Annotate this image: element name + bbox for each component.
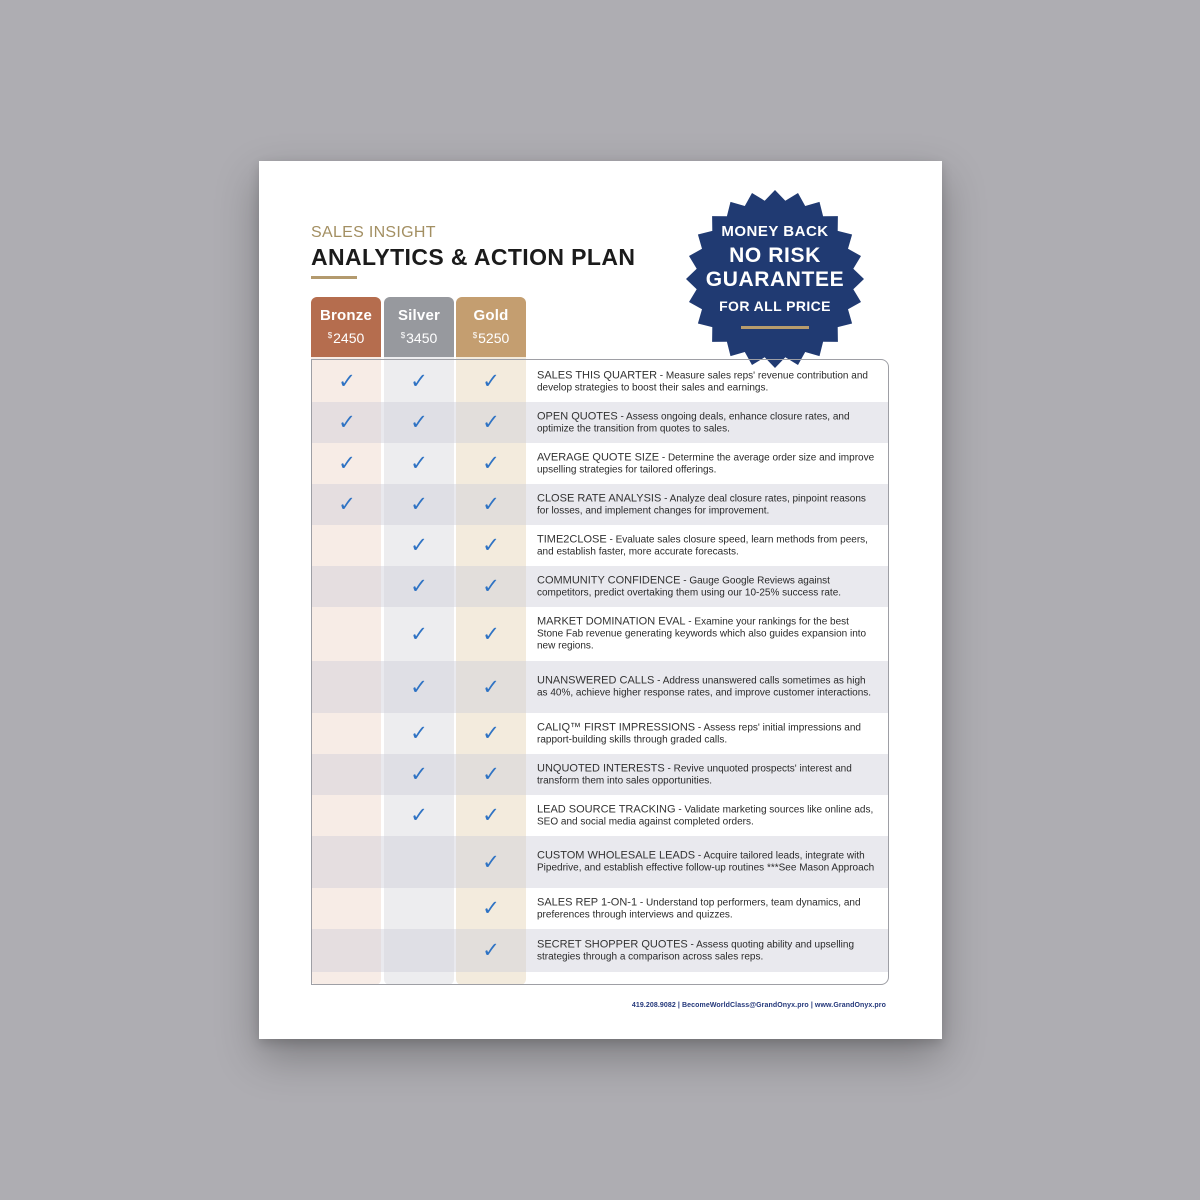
feature-title: CLOSE RATE ANALYSIS xyxy=(537,492,662,504)
gold-cell xyxy=(456,836,526,888)
gold-cell xyxy=(456,713,526,754)
feature-text: Revive unquoted prospects' interest and transform them into sales opportunities. xyxy=(537,763,852,786)
bronze-cell xyxy=(312,795,382,836)
feature-description: COMMUNITY CONFIDENCE - Gauge Google Reviews against competitors, predict overtaking them using our 10-25% success rate. xyxy=(537,574,842,598)
silver-cell xyxy=(384,795,454,836)
table-row xyxy=(312,402,888,443)
checkmark-icon: ✓ xyxy=(482,621,500,646)
table-row xyxy=(312,754,888,795)
feature-description: SECRET SHOPPER QUOTES - Assess quoting ability and upselling strategies through a comparison across sales reps. xyxy=(537,938,855,962)
silver-cell xyxy=(384,443,454,484)
tier-price: $5250 xyxy=(472,330,510,346)
feature-text: Assess ongoing deals, enhance closure rates, and optimize the transition from quotes to sales. xyxy=(537,411,850,434)
silver-cell xyxy=(384,888,454,929)
table-row xyxy=(312,525,888,566)
tier-name: Silver xyxy=(397,307,441,324)
silver-cell xyxy=(384,929,454,972)
feature-title: COMMUNITY CONFIDENCE xyxy=(537,574,681,586)
tier-price: $3450 xyxy=(400,330,438,346)
feature-text: Examine your rankings for the best Stone Fab revenue generating keywords which also guides expansion into new regions. xyxy=(537,616,867,652)
feature-title: AVERAGE QUOTE SIZE xyxy=(537,451,660,463)
checkmark-icon: ✓ xyxy=(410,451,428,475)
seal-underline xyxy=(741,326,809,329)
feature-title: CUSTOM WHOLESALE LEADS xyxy=(537,849,696,862)
silver-cell xyxy=(384,566,454,607)
tier-name: Gold xyxy=(473,307,509,324)
seal-line-money-back: MONEY BACK xyxy=(721,223,829,240)
silver-cell xyxy=(384,754,454,795)
tier-header-silver xyxy=(384,297,454,357)
feature-text: Analyze deal closure rates, pinpoint reasons for losses, and implement changes for improvement. xyxy=(537,493,866,516)
gold-cell xyxy=(456,525,526,566)
tier-header-bronze xyxy=(311,297,381,357)
bronze-cell xyxy=(312,888,382,929)
checkmark-icon: ✓ xyxy=(410,803,428,827)
checkmark-icon: ✓ xyxy=(482,721,500,745)
feature-text: Measure sales reps' revenue contribution and develop strategies to boost their sales and earnings. xyxy=(537,370,868,393)
gold-cell xyxy=(456,795,526,836)
table-row xyxy=(312,836,888,888)
table-row xyxy=(312,661,888,713)
feature-text: Understand top performers, team dynamics, and preferences through interviews and quizzes. xyxy=(537,897,861,920)
silver-cell xyxy=(384,607,454,661)
feature-text: Assess quoting ability and upselling strategies through a comparison across sales reps. xyxy=(537,939,855,962)
table-row xyxy=(312,607,888,661)
checkmark-icon: ✓ xyxy=(482,674,500,699)
footer-contact: 419.208.9082 | BecomeWorldClass@GrandOnyx.pro | www.GrandOnyx.pro xyxy=(631,1002,886,1009)
feature-description: CALIQ™ FIRST IMPRESSIONS - Assess reps' initial impressions and rapport-building skills through graded calls. xyxy=(537,721,861,745)
table-row xyxy=(312,795,888,836)
bronze-cell xyxy=(312,484,382,525)
gold-cell xyxy=(456,484,526,525)
bronze-cell xyxy=(312,754,382,795)
table-row xyxy=(312,443,888,484)
checkmark-icon: ✓ xyxy=(410,533,428,557)
silver-cell xyxy=(384,484,454,525)
bronze-cell xyxy=(312,661,382,713)
bronze-cell xyxy=(312,443,382,484)
feature-text: Gauge Google Reviews against competitors, predict overtaking them using our 10-25% success rate. xyxy=(537,575,842,598)
feature-description: OPEN QUOTES - Assess ongoing deals, enhance closure rates, and optimize the transition from quotes to sales. xyxy=(537,410,850,434)
silver-cell xyxy=(384,713,454,754)
checkmark-icon: ✓ xyxy=(482,533,500,557)
feature-title: LEAD SOURCE TRACKING xyxy=(537,803,676,815)
gold-cell xyxy=(456,661,526,713)
checkmark-icon: ✓ xyxy=(482,849,500,874)
feature-description: UNANSWERED CALLS - Address unanswered calls sometimes as high as 40%, achieve higher response rates, and improve customer interactions. xyxy=(537,674,872,699)
feature-description: CUSTOM WHOLESALE LEADS - Acquire tailored leads, integrate with Pipedrive, and establish effective follow-up routines ***See Mason Approach xyxy=(537,849,875,874)
checkmark-icon: ✓ xyxy=(482,410,500,434)
checkmark-icon: ✓ xyxy=(338,492,356,516)
bronze-cell xyxy=(312,361,382,402)
checkmark-icon: ✓ xyxy=(338,451,356,475)
gold-cell xyxy=(456,754,526,795)
feature-description: UNQUOTED INTERESTS - Revive unquoted prospects' interest and transform them into sales opportunities. xyxy=(537,762,852,786)
checkmark-icon: ✓ xyxy=(338,369,356,393)
checkmark-icon: ✓ xyxy=(410,369,428,393)
checkmark-icon: ✓ xyxy=(482,938,500,962)
feature-description: LEAD SOURCE TRACKING - Validate marketing sources like online ads, SEO and social media against completed orders. xyxy=(537,803,874,827)
checkmark-icon: ✓ xyxy=(410,621,428,646)
checkmark-icon: ✓ xyxy=(482,762,500,786)
feature-title: TIME2CLOSE xyxy=(537,533,607,545)
checkmark-icon: ✓ xyxy=(410,674,428,699)
bronze-cell xyxy=(312,525,382,566)
checkmark-icon: ✓ xyxy=(410,574,428,598)
title-underline xyxy=(311,276,357,279)
bronze-cell xyxy=(312,929,382,972)
feature-description: SALES THIS QUARTER - Measure sales reps' revenue contribution and develop strategies to boost their sales and earnings. xyxy=(537,369,868,393)
feature-text: Determine the average order size and improve upselling strategies for tailored offerings. xyxy=(537,452,875,475)
checkmark-icon: ✓ xyxy=(482,574,500,598)
bronze-cell xyxy=(312,713,382,754)
page-title: ANALYTICS & ACTION PLAN xyxy=(311,244,636,270)
silver-cell xyxy=(384,836,454,888)
gold-cell xyxy=(456,929,526,972)
tier-header-gold xyxy=(456,297,526,357)
gold-cell xyxy=(456,888,526,929)
silver-cell xyxy=(384,402,454,443)
eyebrow-label: SALES INSIGHT xyxy=(311,224,436,241)
checkmark-icon: ✓ xyxy=(338,410,356,434)
feature-description: TIME2CLOSE - Evaluate sales closure speed, learn methods from peers, and establish faster, more accurate forecasts. xyxy=(537,533,868,557)
checkmark-icon: ✓ xyxy=(410,721,428,745)
table-row xyxy=(312,713,888,754)
table-row xyxy=(312,888,888,929)
tier-price: $2450 xyxy=(327,330,365,346)
feature-text: Evaluate sales closure speed, learn methods from peers, and establish faster, more accurate forecasts. xyxy=(537,534,868,557)
document-page xyxy=(259,161,942,1039)
feature-title: SALES REP 1-ON-1 xyxy=(537,896,638,908)
checkmark-icon: ✓ xyxy=(410,762,428,786)
checkmark-icon: ✓ xyxy=(482,369,500,393)
feature-text: Assess reps' initial impressions and rapport-building skills through graded calls. xyxy=(537,722,861,745)
bronze-cell xyxy=(312,566,382,607)
feature-title: UNQUOTED INTERESTS xyxy=(537,762,665,774)
silver-cell xyxy=(384,361,454,402)
table-row xyxy=(312,361,888,402)
checkmark-icon: ✓ xyxy=(482,451,500,475)
feature-description: SALES REP 1-ON-1 - Understand top performers, team dynamics, and preferences through interviews and quizzes. xyxy=(537,896,861,920)
seal-line-for-all-price: FOR ALL PRICE xyxy=(719,298,831,314)
silver-cell xyxy=(384,661,454,713)
feature-description: MARKET DOMINATION EVAL - Examine your rankings for the best Stone Fab revenue generating keywords which also guides expansion into new regions. xyxy=(537,615,867,652)
silver-cell xyxy=(384,525,454,566)
checkmark-icon: ✓ xyxy=(482,803,500,827)
checkmark-icon: ✓ xyxy=(410,492,428,516)
gold-cell xyxy=(456,566,526,607)
feature-title: SECRET SHOPPER QUOTES xyxy=(537,938,688,950)
feature-text: Validate marketing sources like online ads, SEO and social media against completed orders. xyxy=(537,804,874,827)
checkmark-icon: ✓ xyxy=(410,410,428,434)
feature-description: AVERAGE QUOTE SIZE - Determine the average order size and improve upselling strategies for tailored offerings. xyxy=(537,451,875,475)
seal-line-no-risk: NO RISK xyxy=(729,244,821,267)
table-row xyxy=(312,929,888,972)
bronze-cell xyxy=(312,836,382,888)
seal-line-guarantee: GUARANTEE xyxy=(705,268,845,291)
feature-text: Acquire tailored leads, integrate with Pipedrive, and establish effective follow-up routines ***See Mason Approach xyxy=(537,850,875,874)
feature-description: CLOSE RATE ANALYSIS - Analyze deal closure rates, pinpoint reasons for losses, and implement changes for improvement. xyxy=(537,492,866,516)
feature-text: Address unanswered calls sometimes as high as 40%, achieve higher response rates, and improve customer interactions. xyxy=(537,675,872,699)
feature-title: CALIQ™ FIRST IMPRESSIONS xyxy=(537,721,696,733)
gold-cell xyxy=(456,607,526,661)
feature-title: SALES THIS QUARTER xyxy=(537,369,658,381)
guarantee-seal xyxy=(685,189,865,369)
bronze-cell xyxy=(312,607,382,661)
feature-title: MARKET DOMINATION EVAL xyxy=(537,615,686,628)
feature-title: UNANSWERED CALLS xyxy=(537,674,655,687)
table-row xyxy=(312,484,888,525)
feature-title: OPEN QUOTES xyxy=(537,410,618,422)
checkmark-icon: ✓ xyxy=(482,492,500,516)
tier-name: Bronze xyxy=(319,307,373,324)
gold-cell xyxy=(456,443,526,484)
gold-cell xyxy=(456,361,526,402)
feature-table xyxy=(312,361,888,972)
bronze-cell xyxy=(312,402,382,443)
gold-cell xyxy=(456,402,526,443)
table-row xyxy=(312,566,888,607)
checkmark-icon: ✓ xyxy=(482,896,500,920)
